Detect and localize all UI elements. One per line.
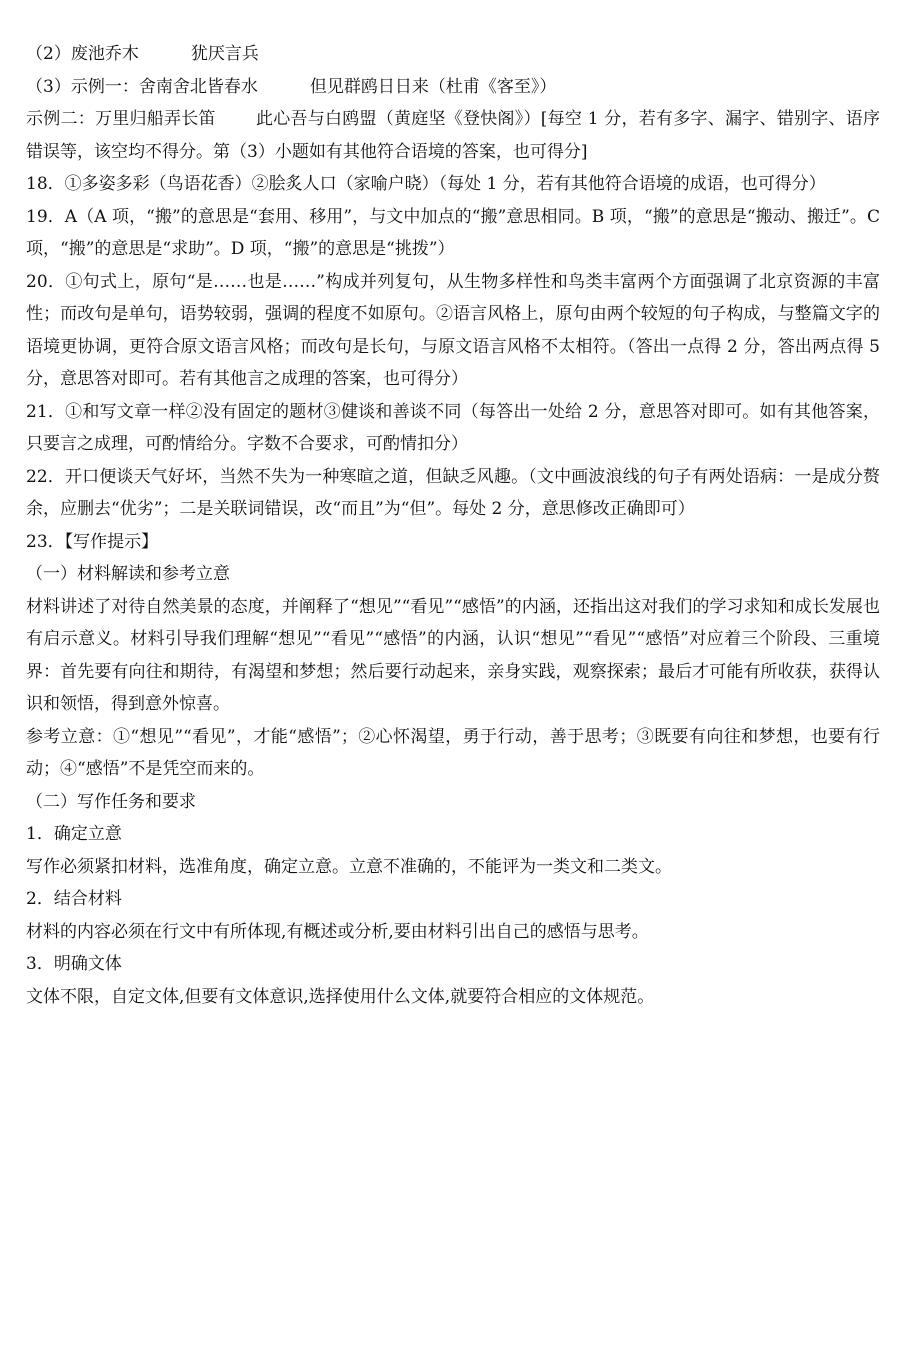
requirement-2-body: 材料的内容必须在行文中有所体现,有概述或分析,要由材料引出自己的感悟与思考。: [26, 921, 649, 942]
answer-20: 20．①句式上，原句“是……也是……”构成并列复句，从生物多样性和鸟类丰富两个方面强调了北京资源的丰富性；而改句是单句，语势较弱，强调的程度不如原句。②语言风格上，原句由两个较短的句子构成，与整篇文字的语境更协调，更符合原文语言风格；而改句是长句，与原文语言风格不太相符。（答出一点得 2 分，答出两点得 5 分，意思答对即可。若有其他言之成理的答案，也可得分）: [26, 271, 880, 389]
answer-21: 21．①和写文章一样②没有固定的题材③健谈和善谈不同（每答出一处给 2 分，意思答对即可。如有其他答案，只要言之成理，可酌情给分。字数不合要求，可酌情扣分）: [26, 401, 880, 454]
answer-17-3-example2-part1: 示例二：万里归船弄长笛: [26, 109, 216, 129]
answer-23-heading: 23．【写作提示】: [26, 531, 159, 552]
section-2-title: （二）写作任务和要求: [26, 791, 196, 812]
section-1-title: （一）材料解读和参考立意: [26, 564, 230, 584]
answer-17-3-example2-part2: 此心吾与白鸥盟（黄庭坚《登快阁》）[每空 1 分，若有多字、漏字、错别字、语序错误等，该空均不得分。第（3）小题如有其他符合语境的答案，也可得分]: [26, 109, 880, 162]
section-1-body: 材料讲述了对待自然美景的态度，并阐释了“想见”“看见”“感悟”的内涵，还指出这对我们的学习求知和成长发展也有启示意义。材料引导我们理解“想见”“看见”“感悟”的内涵，认识“想见”“看见”“感悟”对应着三个阶段、三重境界：首先要有向往和期待，有渴望和梦想；然后要行动起来，亲身实践，观察探索；最后才可能有所收获，获得认识和领悟，得到意外惊喜。: [26, 596, 880, 714]
section-1-reference: 参考立意：①“想见”“看见”，才能“感悟”；②心怀渴望，勇于行动，善于思考；③既要有向往和梦想，也要有行动；④“感悟”不是凭空而来的。: [26, 726, 880, 779]
answer-17-2-part1: （2）废池乔木: [26, 44, 139, 64]
requirement-3-title: 3．明确文体: [26, 954, 122, 974]
requirement-1-title: 1．确定立意: [26, 824, 122, 844]
answer-17-3-example2: [26, 103, 880, 168]
answer-19: 19．A（A 项，“搬”的意思是“套用、移用”，与文中加点的“搬”意思相同。B 项，“搬”的意思是“搬动、搬迁”。C 项，“搬”的意思是“求助”。D 项，“搬”的意思是“挑拨”）: [26, 206, 880, 259]
requirement-3-body: 文体不限，自定文体,但要有文体意识,选择使用什么文体,就要符合相应的文体规范。: [26, 986, 655, 1007]
answer-17-3-example1: [26, 71, 880, 104]
answer-22: 22．开口便谈天气好坏，当然不失为一种寒暄之道，但缺乏风趣。（文中画波浪线的句子有两处语病：一是成分赘余，应删去“优劣”；二是关联词错误，改“而且”为“但”。每处 2 分，意思修改正确即可）: [26, 466, 880, 519]
answer-17-3-part1: （3）示例一：舍南舍北皆春水: [26, 76, 258, 97]
answer-17-2: [26, 38, 880, 71]
answer-17-2-part2: 犹厌言兵: [190, 44, 259, 64]
requirement-2-title: 2．结合材料: [26, 889, 122, 909]
requirement-1-body: 写作必须紧扣材料，选准角度，确定立意。立意不准确的，不能评为一类文和二类文。: [26, 856, 672, 877]
answer-17-3-part2: 但见群鸥日日来（杜甫《客至》）: [309, 76, 557, 97]
answer-18: 18．①多姿多彩（鸟语花香）②脍炙人口（家喻户晓）（每处 1 分，若有其他符合语境的成语，也可得分）: [26, 174, 826, 194]
